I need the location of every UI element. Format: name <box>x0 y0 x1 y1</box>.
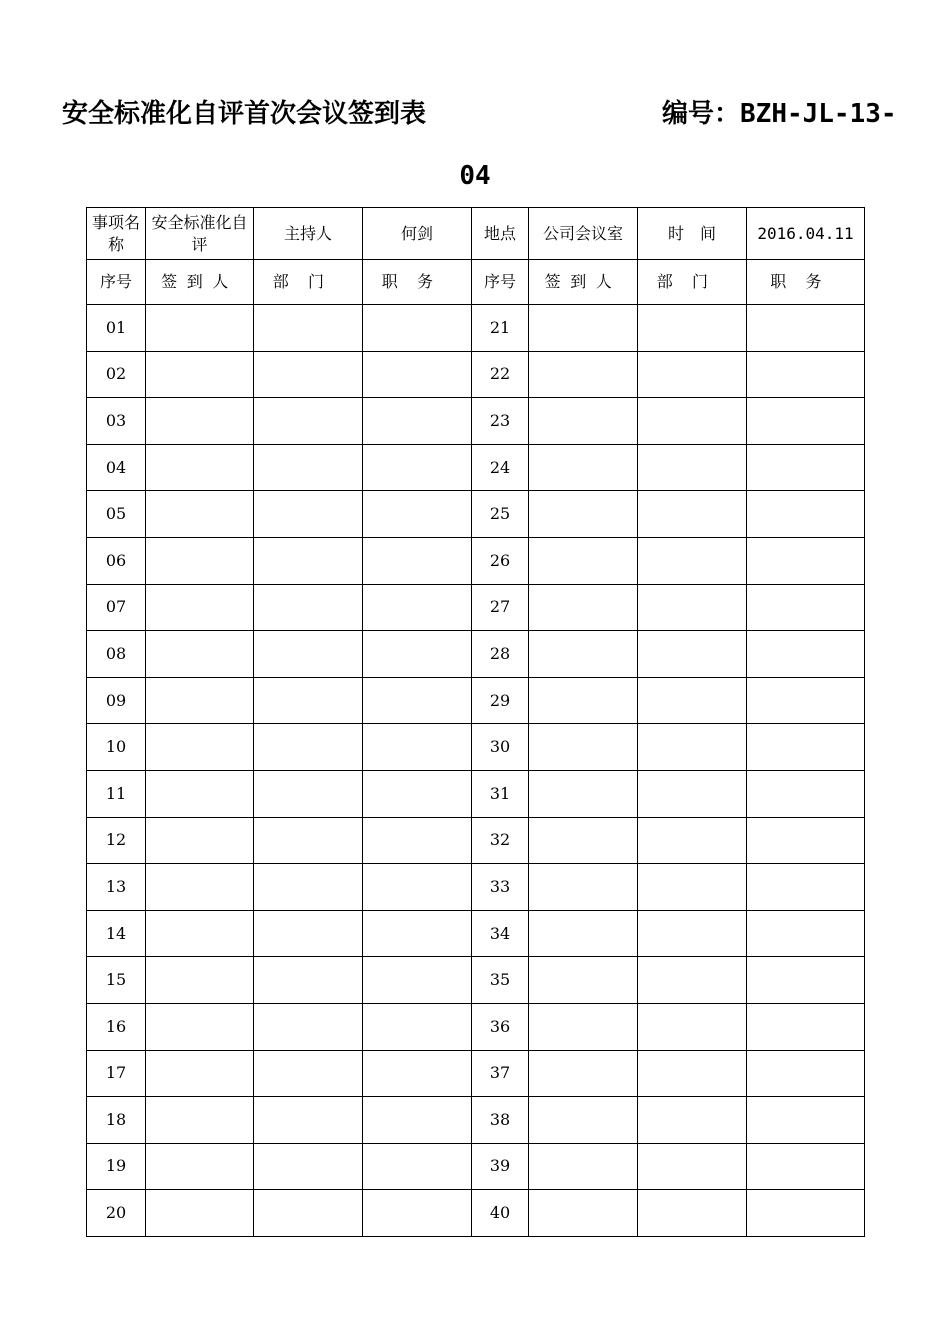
signer-cell-left[interactable] <box>146 444 254 491</box>
signer-cell-right[interactable] <box>529 584 638 631</box>
position-cell-right[interactable] <box>747 957 865 1004</box>
seq-cell-right: 27 <box>472 584 529 631</box>
department-cell-left[interactable] <box>254 491 363 538</box>
position-cell-left[interactable] <box>363 1050 472 1097</box>
position-cell-right[interactable] <box>747 1003 865 1050</box>
department-cell-left[interactable] <box>254 351 363 398</box>
position-cell-right[interactable] <box>747 444 865 491</box>
position-cell-right[interactable] <box>747 351 865 398</box>
signer-cell-left[interactable] <box>146 724 254 771</box>
col-header-signer-right: 签到人 <box>529 260 638 305</box>
seq-cell-left: 11 <box>87 770 146 817</box>
col-header-department-right: 部门 <box>638 260 747 305</box>
page-title: 安全标准化自评首次会议签到表 <box>62 99 427 129</box>
seq-cell-right: 38 <box>472 1097 529 1144</box>
position-cell-left[interactable] <box>363 1097 472 1144</box>
table-row <box>87 1003 865 1050</box>
position-cell-right[interactable] <box>747 1190 865 1237</box>
position-cell-left[interactable] <box>363 1143 472 1190</box>
signer-cell-left[interactable] <box>146 957 254 1004</box>
location-label: 地点 <box>472 208 529 260</box>
col-header-signer-left: 签到人 <box>146 260 254 305</box>
position-cell-right[interactable] <box>747 910 865 957</box>
department-cell-right[interactable] <box>638 305 747 352</box>
signer-cell-right[interactable] <box>529 957 638 1004</box>
seq-cell-right: 39 <box>472 1143 529 1190</box>
document-code-continued: 04 <box>459 161 491 191</box>
table-row <box>87 1190 865 1237</box>
position-cell-left[interactable] <box>363 305 472 352</box>
department-cell-right[interactable] <box>638 910 747 957</box>
meeting-info-row <box>87 208 865 260</box>
seq-cell-left: 07 <box>87 584 146 631</box>
time-label: 时 间 <box>638 208 747 260</box>
signer-cell-right[interactable] <box>529 351 638 398</box>
signer-cell-left[interactable] <box>146 910 254 957</box>
seq-cell-right: 30 <box>472 724 529 771</box>
department-cell-right[interactable] <box>638 770 747 817</box>
department-cell-left[interactable] <box>254 1143 363 1190</box>
seq-cell-left: 05 <box>87 491 146 538</box>
signer-cell-left[interactable] <box>146 398 254 445</box>
col-header-seq-left: 序号 <box>87 260 146 305</box>
seq-cell-right: 32 <box>472 817 529 864</box>
seq-cell-right: 33 <box>472 864 529 911</box>
seq-cell-left: 14 <box>87 910 146 957</box>
position-cell-right[interactable] <box>747 491 865 538</box>
seq-cell-right: 34 <box>472 910 529 957</box>
department-cell-right[interactable] <box>638 1190 747 1237</box>
department-cell-right[interactable] <box>638 444 747 491</box>
signer-cell-right[interactable] <box>529 864 638 911</box>
table-row <box>87 910 865 957</box>
host-value: 何剑 <box>363 208 472 260</box>
table-row <box>87 677 865 724</box>
position-cell-right[interactable] <box>747 864 865 911</box>
seq-cell-left: 04 <box>87 444 146 491</box>
table-row <box>87 305 865 352</box>
signer-cell-right[interactable] <box>529 724 638 771</box>
position-cell-left[interactable] <box>363 584 472 631</box>
seq-cell-left: 16 <box>87 1003 146 1050</box>
signer-cell-right[interactable] <box>529 1097 638 1144</box>
seq-cell-left: 12 <box>87 817 146 864</box>
department-cell-right[interactable] <box>638 677 747 724</box>
signer-cell-right[interactable] <box>529 1190 638 1237</box>
department-cell-right[interactable] <box>638 957 747 1004</box>
table-row <box>87 444 865 491</box>
position-cell-left[interactable] <box>363 677 472 724</box>
department-cell-left[interactable] <box>254 305 363 352</box>
column-header-row <box>87 260 865 305</box>
department-cell-right[interactable] <box>638 631 747 678</box>
department-cell-left[interactable] <box>254 770 363 817</box>
col-header-position-right: 职务 <box>747 260 865 305</box>
signer-cell-right[interactable] <box>529 491 638 538</box>
department-cell-left[interactable] <box>254 1097 363 1144</box>
seq-cell-left: 13 <box>87 864 146 911</box>
position-cell-left[interactable] <box>363 398 472 445</box>
position-cell-right[interactable] <box>747 817 865 864</box>
position-cell-right[interactable] <box>747 1143 865 1190</box>
signer-cell-left[interactable] <box>146 351 254 398</box>
seq-cell-left: 10 <box>87 724 146 771</box>
table-row <box>87 351 865 398</box>
col-header-position-left: 职务 <box>363 260 472 305</box>
seq-cell-right: 22 <box>472 351 529 398</box>
table-row <box>87 724 865 771</box>
signer-cell-left[interactable] <box>146 1190 254 1237</box>
position-cell-right[interactable] <box>747 724 865 771</box>
department-cell-right[interactable] <box>638 537 747 584</box>
signer-cell-left[interactable] <box>146 305 254 352</box>
table-row <box>87 398 865 445</box>
department-cell-left[interactable] <box>254 398 363 445</box>
signer-cell-left[interactable] <box>146 1097 254 1144</box>
seq-cell-right: 26 <box>472 537 529 584</box>
position-cell-right[interactable] <box>747 677 865 724</box>
department-cell-right[interactable] <box>638 398 747 445</box>
seq-cell-left: 03 <box>87 398 146 445</box>
position-cell-left[interactable] <box>363 957 472 1004</box>
table-row <box>87 491 865 538</box>
position-cell-left[interactable] <box>363 1190 472 1237</box>
signer-cell-left[interactable] <box>146 677 254 724</box>
table-row <box>87 817 865 864</box>
department-cell-left[interactable] <box>254 537 363 584</box>
position-cell-left[interactable] <box>363 770 472 817</box>
department-cell-left[interactable] <box>254 444 363 491</box>
seq-cell-right: 28 <box>472 631 529 678</box>
signer-cell-left[interactable] <box>146 537 254 584</box>
signer-cell-left[interactable] <box>146 631 254 678</box>
seq-cell-left: 09 <box>87 677 146 724</box>
signer-cell-right[interactable] <box>529 1003 638 1050</box>
col-header-seq-right: 序号 <box>472 260 529 305</box>
seq-cell-left: 02 <box>87 351 146 398</box>
seq-cell-right: 37 <box>472 1050 529 1097</box>
seq-cell-right: 31 <box>472 770 529 817</box>
position-cell-left[interactable] <box>363 1003 472 1050</box>
table-row <box>87 864 865 911</box>
position-cell-left[interactable] <box>363 724 472 771</box>
seq-cell-right: 29 <box>472 677 529 724</box>
signer-cell-right[interactable] <box>529 1050 638 1097</box>
position-cell-right[interactable] <box>747 398 865 445</box>
department-cell-right[interactable] <box>638 724 747 771</box>
department-cell-right[interactable] <box>638 1050 747 1097</box>
signer-cell-left[interactable] <box>146 1050 254 1097</box>
position-cell-right[interactable] <box>747 537 865 584</box>
table-row <box>87 584 865 631</box>
item-name-label: 事项名称 <box>87 208 146 260</box>
seq-cell-right: 40 <box>472 1190 529 1237</box>
seq-cell-left: 15 <box>87 957 146 1004</box>
position-cell-left[interactable] <box>363 351 472 398</box>
table-row <box>87 957 865 1004</box>
signer-cell-right[interactable] <box>529 677 638 724</box>
department-cell-left[interactable] <box>254 817 363 864</box>
signer-cell-left[interactable] <box>146 1143 254 1190</box>
department-cell-left[interactable] <box>254 724 363 771</box>
position-cell-left[interactable] <box>363 537 472 584</box>
document-code-label: 编号： <box>662 99 741 129</box>
signer-cell-left[interactable] <box>146 491 254 538</box>
signer-cell-right[interactable] <box>529 398 638 445</box>
department-cell-left[interactable] <box>254 1050 363 1097</box>
table-row <box>87 537 865 584</box>
signer-cell-left[interactable] <box>146 1003 254 1050</box>
position-cell-right[interactable] <box>747 305 865 352</box>
signer-cell-left[interactable] <box>146 770 254 817</box>
seq-cell-left: 06 <box>87 537 146 584</box>
department-cell-left[interactable] <box>254 677 363 724</box>
department-cell-left[interactable] <box>254 1003 363 1050</box>
department-cell-right[interactable] <box>638 351 747 398</box>
seq-cell-right: 24 <box>472 444 529 491</box>
signer-cell-left[interactable] <box>146 864 254 911</box>
seq-cell-left: 17 <box>87 1050 146 1097</box>
table-row <box>87 770 865 817</box>
signer-cell-right[interactable] <box>529 444 638 491</box>
position-cell-left[interactable] <box>363 491 472 538</box>
position-cell-right[interactable] <box>747 770 865 817</box>
position-cell-right[interactable] <box>747 584 865 631</box>
department-cell-left[interactable] <box>254 957 363 1004</box>
host-label: 主持人 <box>254 208 363 260</box>
department-cell-right[interactable] <box>638 864 747 911</box>
position-cell-left[interactable] <box>363 444 472 491</box>
seq-cell-right: 21 <box>472 305 529 352</box>
sign-in-table <box>86 207 865 1237</box>
position-cell-right[interactable] <box>747 631 865 678</box>
seq-cell-right: 23 <box>472 398 529 445</box>
col-header-department-left: 部门 <box>254 260 363 305</box>
table-row <box>87 631 865 678</box>
signer-cell-right[interactable] <box>529 910 638 957</box>
department-cell-right[interactable] <box>638 1003 747 1050</box>
signer-cell-right[interactable] <box>529 770 638 817</box>
signer-cell-right[interactable] <box>529 817 638 864</box>
department-cell-right[interactable] <box>638 817 747 864</box>
seq-cell-right: 25 <box>472 491 529 538</box>
department-cell-right[interactable] <box>638 1143 747 1190</box>
department-cell-right[interactable] <box>638 1097 747 1144</box>
department-cell-right[interactable] <box>638 584 747 631</box>
position-cell-right[interactable] <box>747 1097 865 1144</box>
department-cell-left[interactable] <box>254 910 363 957</box>
signer-cell-left[interactable] <box>146 584 254 631</box>
seq-cell-left: 08 <box>87 631 146 678</box>
seq-cell-left: 18 <box>87 1097 146 1144</box>
position-cell-left[interactable] <box>363 817 472 864</box>
position-cell-left[interactable] <box>363 864 472 911</box>
signer-cell-right[interactable] <box>529 631 638 678</box>
department-cell-left[interactable] <box>254 631 363 678</box>
seq-cell-left: 01 <box>87 305 146 352</box>
department-cell-left[interactable] <box>254 864 363 911</box>
seq-cell-left: 19 <box>87 1143 146 1190</box>
location-value: 公司会议室 <box>529 208 638 260</box>
department-cell-left[interactable] <box>254 584 363 631</box>
document-code <box>662 94 897 134</box>
document-code-value: BZH-JL-13- <box>740 99 897 129</box>
seq-cell-right: 35 <box>472 957 529 1004</box>
department-cell-left[interactable] <box>254 1190 363 1237</box>
seq-cell-right: 36 <box>472 1003 529 1050</box>
seq-cell-left: 20 <box>87 1190 146 1237</box>
signer-cell-right[interactable] <box>529 537 638 584</box>
position-cell-right[interactable] <box>747 1050 865 1097</box>
position-cell-left[interactable] <box>363 631 472 678</box>
signer-cell-right[interactable] <box>529 305 638 352</box>
item-name-value: 安全标准化自评 <box>146 208 254 260</box>
time-value: 2016.04.11 <box>747 208 865 260</box>
position-cell-left[interactable] <box>363 910 472 957</box>
department-cell-right[interactable] <box>638 491 747 538</box>
table-row <box>87 1143 865 1190</box>
signer-cell-left[interactable] <box>146 817 254 864</box>
table-row <box>87 1050 865 1097</box>
signer-cell-right[interactable] <box>529 1143 638 1190</box>
table-row <box>87 1097 865 1144</box>
